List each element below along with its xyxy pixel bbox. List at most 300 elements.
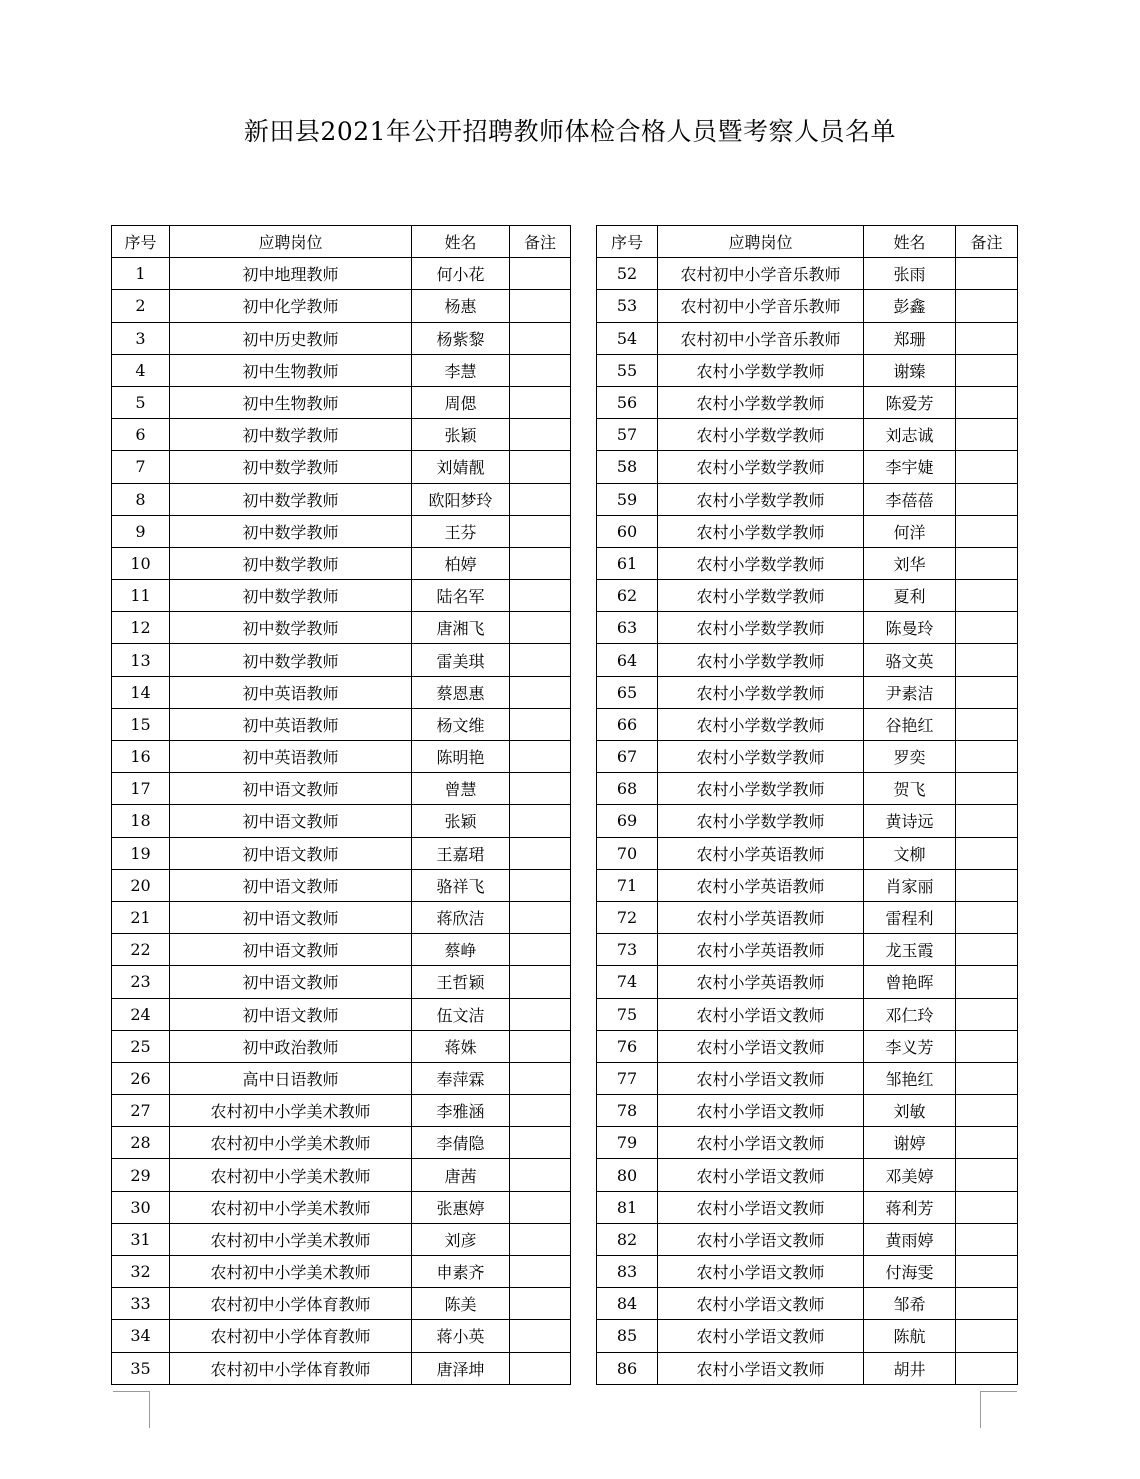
row-note [956, 644, 1018, 676]
row-position: 农村小学语文教师 [658, 1159, 864, 1191]
page-corner-mark [980, 1391, 1017, 1428]
row-position: 初中地理教师 [170, 258, 412, 290]
row-number: 68 [597, 773, 658, 805]
row-number: 60 [597, 515, 658, 547]
row-number: 20 [112, 869, 170, 901]
row-position: 农村初中小学美术教师 [170, 1191, 412, 1223]
table-row [597, 708, 1018, 740]
row-position: 农村小学英语教师 [658, 934, 864, 966]
column-header-name: 姓名 [864, 226, 956, 258]
table-row [112, 1095, 571, 1127]
row-number: 24 [112, 998, 170, 1030]
roster-table-right [596, 225, 1018, 1385]
table-row [112, 1030, 571, 1062]
row-position: 农村小学英语教师 [658, 966, 864, 998]
row-number: 13 [112, 644, 170, 676]
row-name: 蒋小英 [412, 1320, 510, 1352]
row-position: 初中数学教师 [170, 547, 412, 579]
table-row [112, 386, 571, 418]
row-note [956, 354, 1018, 386]
row-note [956, 451, 1018, 483]
table-row [112, 1256, 571, 1288]
row-name: 夏利 [864, 580, 956, 612]
row-name: 何洋 [864, 515, 956, 547]
table-row [597, 1223, 1018, 1255]
table-row [597, 580, 1018, 612]
row-note [510, 483, 571, 515]
row-number: 71 [597, 869, 658, 901]
row-position: 农村初中小学音乐教师 [658, 290, 864, 322]
row-name: 张雨 [864, 258, 956, 290]
row-name: 黄诗远 [864, 805, 956, 837]
row-number: 5 [112, 386, 170, 418]
row-position: 农村小学数学教师 [658, 354, 864, 386]
row-name: 邓仁玲 [864, 998, 956, 1030]
row-number: 75 [597, 998, 658, 1030]
row-note [510, 934, 571, 966]
row-position: 农村小学英语教师 [658, 837, 864, 869]
row-note [956, 805, 1018, 837]
row-position: 农村小学数学教师 [658, 419, 864, 451]
row-number: 17 [112, 773, 170, 805]
row-name: 谢婷 [864, 1127, 956, 1159]
table-row [597, 805, 1018, 837]
row-position: 农村初中小学美术教师 [170, 1223, 412, 1255]
row-note [510, 580, 571, 612]
table-row [597, 644, 1018, 676]
row-note [956, 419, 1018, 451]
row-number: 9 [112, 515, 170, 547]
row-number: 55 [597, 354, 658, 386]
row-note [956, 1062, 1018, 1094]
row-name: 刘志诚 [864, 419, 956, 451]
row-name: 何小花 [412, 258, 510, 290]
row-note [510, 741, 571, 773]
row-name: 刘彦 [412, 1223, 510, 1255]
row-note [956, 1223, 1018, 1255]
row-position: 农村初中小学美术教师 [170, 1256, 412, 1288]
row-number: 66 [597, 708, 658, 740]
row-name: 贺飞 [864, 773, 956, 805]
row-name: 蒋利芳 [864, 1191, 956, 1223]
row-position: 农村小学数学教师 [658, 644, 864, 676]
row-position: 农村小学语文教师 [658, 1127, 864, 1159]
table-row [597, 837, 1018, 869]
table-row [597, 354, 1018, 386]
row-number: 54 [597, 322, 658, 354]
row-number: 65 [597, 676, 658, 708]
row-number: 85 [597, 1320, 658, 1352]
row-number: 77 [597, 1062, 658, 1094]
row-name: 付海雯 [864, 1256, 956, 1288]
row-position: 农村小学语文教师 [658, 1030, 864, 1062]
row-number: 18 [112, 805, 170, 837]
row-name: 杨惠 [412, 290, 510, 322]
table-row [112, 354, 571, 386]
row-position: 农村初中小学美术教师 [170, 1127, 412, 1159]
row-number: 22 [112, 934, 170, 966]
row-number: 25 [112, 1030, 170, 1062]
row-name: 王哲颖 [412, 966, 510, 998]
table-body [112, 258, 571, 1385]
row-position: 初中语文教师 [170, 998, 412, 1030]
row-name: 郑珊 [864, 322, 956, 354]
row-name: 欧阳梦玲 [412, 483, 510, 515]
row-name: 邹希 [864, 1288, 956, 1320]
row-note [956, 676, 1018, 708]
row-number: 59 [597, 483, 658, 515]
table-row [597, 773, 1018, 805]
row-position: 初中数学教师 [170, 515, 412, 547]
row-name: 唐湘飞 [412, 612, 510, 644]
row-position: 初中生物教师 [170, 354, 412, 386]
table-body [597, 258, 1018, 1385]
table-row [112, 998, 571, 1030]
row-note [510, 547, 571, 579]
row-number: 86 [597, 1352, 658, 1384]
row-note [956, 1191, 1018, 1223]
row-note [510, 773, 571, 805]
row-position: 初中语文教师 [170, 869, 412, 901]
row-note [510, 869, 571, 901]
row-number: 23 [112, 966, 170, 998]
table-row [112, 1062, 571, 1094]
row-note [956, 1256, 1018, 1288]
row-note [956, 998, 1018, 1030]
row-number: 57 [597, 419, 658, 451]
row-name: 伍文洁 [412, 998, 510, 1030]
row-name: 曾艳晖 [864, 966, 956, 998]
row-note [510, 515, 571, 547]
row-note [956, 1159, 1018, 1191]
row-name: 邹艳红 [864, 1062, 956, 1094]
row-note [956, 934, 1018, 966]
header-row [112, 226, 571, 258]
row-note [956, 547, 1018, 579]
row-number: 64 [597, 644, 658, 676]
row-name: 周偲 [412, 386, 510, 418]
row-note [956, 741, 1018, 773]
row-note [956, 966, 1018, 998]
row-name: 蔡峥 [412, 934, 510, 966]
row-number: 80 [597, 1159, 658, 1191]
table-row [112, 1127, 571, 1159]
row-name: 柏婷 [412, 547, 510, 579]
row-number: 52 [597, 258, 658, 290]
column-header-post: 应聘岗位 [658, 226, 864, 258]
row-name: 申素齐 [412, 1256, 510, 1288]
table-row [112, 869, 571, 901]
row-number: 11 [112, 580, 170, 612]
row-name: 黄雨婷 [864, 1223, 956, 1255]
row-name: 谢臻 [864, 354, 956, 386]
row-note [956, 322, 1018, 354]
table-row [112, 322, 571, 354]
column-header-post: 应聘岗位 [170, 226, 412, 258]
column-header-name: 姓名 [412, 226, 510, 258]
row-note [510, 708, 571, 740]
row-number: 27 [112, 1095, 170, 1127]
row-note [956, 1352, 1018, 1384]
row-note [956, 580, 1018, 612]
row-position: 农村初中小学体育教师 [170, 1352, 412, 1384]
row-name: 罗奕 [864, 741, 956, 773]
row-position: 农村初中小学体育教师 [170, 1288, 412, 1320]
row-note [510, 805, 571, 837]
row-number: 53 [597, 290, 658, 322]
row-number: 69 [597, 805, 658, 837]
row-number: 74 [597, 966, 658, 998]
row-number: 15 [112, 708, 170, 740]
row-number: 33 [112, 1288, 170, 1320]
row-position: 初中数学教师 [170, 451, 412, 483]
row-note [956, 901, 1018, 933]
row-name: 刘华 [864, 547, 956, 579]
column-header-no: 序号 [597, 226, 658, 258]
row-note [510, 1127, 571, 1159]
table-row [112, 612, 571, 644]
table-row [597, 1127, 1018, 1159]
row-position: 农村小学语文教师 [658, 1191, 864, 1223]
table-row [112, 451, 571, 483]
row-number: 58 [597, 451, 658, 483]
row-name: 王芬 [412, 515, 510, 547]
row-name: 陈航 [864, 1320, 956, 1352]
row-position: 农村小学数学教师 [658, 451, 864, 483]
table-row [597, 322, 1018, 354]
table-row [597, 1030, 1018, 1062]
row-position: 初中语文教师 [170, 837, 412, 869]
row-position: 农村小学语文教师 [658, 1256, 864, 1288]
table-row [112, 515, 571, 547]
row-number: 14 [112, 676, 170, 708]
row-name: 骆祥飞 [412, 869, 510, 901]
row-number: 84 [597, 1288, 658, 1320]
row-number: 26 [112, 1062, 170, 1094]
row-position: 初中化学教师 [170, 290, 412, 322]
column-header-no: 序号 [112, 226, 170, 258]
table-row [112, 290, 571, 322]
table-row [112, 966, 571, 998]
table-row [112, 1159, 571, 1191]
row-number: 81 [597, 1191, 658, 1223]
row-position: 初中政治教师 [170, 1030, 412, 1062]
row-note [956, 773, 1018, 805]
row-note [956, 1030, 1018, 1062]
row-position: 农村小学数学教师 [658, 612, 864, 644]
row-note [510, 1095, 571, 1127]
row-position: 初中数学教师 [170, 419, 412, 451]
table-row [112, 741, 571, 773]
row-position: 农村小学语文教师 [658, 1223, 864, 1255]
table-row [597, 1062, 1018, 1094]
table-row [597, 1159, 1018, 1191]
row-note [956, 837, 1018, 869]
row-number: 21 [112, 901, 170, 933]
row-note [510, 451, 571, 483]
header-row [597, 226, 1018, 258]
row-position: 初中数学教师 [170, 580, 412, 612]
table-row [597, 419, 1018, 451]
table-row [597, 1095, 1018, 1127]
row-name: 蔡恩惠 [412, 676, 510, 708]
row-name: 李倩隐 [412, 1127, 510, 1159]
row-position: 初中语文教师 [170, 966, 412, 998]
row-note [510, 1256, 571, 1288]
table-row [112, 773, 571, 805]
row-note [956, 386, 1018, 418]
row-position: 农村小学语文教师 [658, 1062, 864, 1094]
table-row [112, 1352, 571, 1384]
row-position: 农村小学数学教师 [658, 483, 864, 515]
row-name: 李雅涵 [412, 1095, 510, 1127]
table-row [597, 515, 1018, 547]
row-position: 农村小学英语教师 [658, 869, 864, 901]
row-name: 唐泽坤 [412, 1352, 510, 1384]
row-number: 35 [112, 1352, 170, 1384]
table-row [597, 869, 1018, 901]
table-row [597, 934, 1018, 966]
row-position: 农村初中小学音乐教师 [658, 258, 864, 290]
row-number: 76 [597, 1030, 658, 1062]
row-number: 19 [112, 837, 170, 869]
row-note [956, 258, 1018, 290]
row-position: 初中语文教师 [170, 773, 412, 805]
table-row [597, 998, 1018, 1030]
row-note [510, 322, 571, 354]
row-name: 曾慧 [412, 773, 510, 805]
row-position: 初中英语教师 [170, 708, 412, 740]
row-name: 张惠婷 [412, 1191, 510, 1223]
row-number: 29 [112, 1159, 170, 1191]
row-note [510, 644, 571, 676]
table-row [112, 419, 571, 451]
column-header-note: 备注 [510, 226, 571, 258]
table-row [112, 644, 571, 676]
table-row [597, 451, 1018, 483]
row-note [956, 1127, 1018, 1159]
row-note [510, 612, 571, 644]
table-row [112, 258, 571, 290]
row-name: 王嘉珺 [412, 837, 510, 869]
row-note [510, 1352, 571, 1384]
row-name: 刘婧靓 [412, 451, 510, 483]
row-name: 文柳 [864, 837, 956, 869]
row-name: 骆文英 [864, 644, 956, 676]
row-number: 6 [112, 419, 170, 451]
table-row [597, 290, 1018, 322]
row-name: 唐茜 [412, 1159, 510, 1191]
row-position: 初中英语教师 [170, 741, 412, 773]
row-name: 雷美琪 [412, 644, 510, 676]
row-number: 72 [597, 901, 658, 933]
row-number: 2 [112, 290, 170, 322]
row-position: 农村初中小学体育教师 [170, 1320, 412, 1352]
table-row [112, 708, 571, 740]
row-position: 农村小学语文教师 [658, 1320, 864, 1352]
row-number: 8 [112, 483, 170, 515]
table-row [112, 547, 571, 579]
row-position: 农村小学语文教师 [658, 998, 864, 1030]
row-number: 31 [112, 1223, 170, 1255]
row-number: 30 [112, 1191, 170, 1223]
row-name: 陈美 [412, 1288, 510, 1320]
row-name: 李宇婕 [864, 451, 956, 483]
row-name: 谷艳红 [864, 708, 956, 740]
row-name: 刘敏 [864, 1095, 956, 1127]
row-position: 农村小学数学教师 [658, 515, 864, 547]
table-row [112, 1223, 571, 1255]
row-name: 陆名军 [412, 580, 510, 612]
row-position: 初中语文教师 [170, 934, 412, 966]
table-row [112, 1320, 571, 1352]
table-row [112, 676, 571, 708]
row-note [510, 258, 571, 290]
row-name: 李义芳 [864, 1030, 956, 1062]
row-number: 61 [597, 547, 658, 579]
row-position: 农村小学数学教师 [658, 580, 864, 612]
row-name: 肖家丽 [864, 869, 956, 901]
row-position: 农村小学数学教师 [658, 805, 864, 837]
row-number: 12 [112, 612, 170, 644]
row-note [510, 1288, 571, 1320]
row-name: 雷程利 [864, 901, 956, 933]
row-position: 农村小学语文教师 [658, 1288, 864, 1320]
row-name: 陈曼玲 [864, 612, 956, 644]
row-note [510, 901, 571, 933]
table-row [597, 386, 1018, 418]
row-position: 初中数学教师 [170, 644, 412, 676]
row-number: 32 [112, 1256, 170, 1288]
table-row [112, 1288, 571, 1320]
row-note [510, 1223, 571, 1255]
row-position: 农村初中小学音乐教师 [658, 322, 864, 354]
row-position: 农村小学数学教师 [658, 547, 864, 579]
row-number: 10 [112, 547, 170, 579]
table-row [597, 966, 1018, 998]
row-number: 1 [112, 258, 170, 290]
row-note [956, 869, 1018, 901]
row-note [510, 290, 571, 322]
row-name: 龙玉霞 [864, 934, 956, 966]
row-note [956, 1288, 1018, 1320]
row-name: 彭鑫 [864, 290, 956, 322]
row-note [956, 483, 1018, 515]
table-row [597, 1352, 1018, 1384]
row-position: 农村小学数学教师 [658, 386, 864, 418]
table-row [597, 483, 1018, 515]
row-note [510, 1191, 571, 1223]
row-number: 82 [597, 1223, 658, 1255]
row-note [510, 386, 571, 418]
column-header-note: 备注 [956, 226, 1018, 258]
row-note [510, 837, 571, 869]
row-note [510, 1062, 571, 1094]
row-position: 农村小学英语教师 [658, 901, 864, 933]
row-number: 28 [112, 1127, 170, 1159]
row-position: 农村小学数学教师 [658, 741, 864, 773]
row-name: 李蓓蓓 [864, 483, 956, 515]
row-note [510, 354, 571, 386]
table-row [112, 901, 571, 933]
page-title: 新田县2021年公开招聘教师体检合格人员暨考察人员名单 [243, 117, 897, 146]
row-name: 蒋姝 [412, 1030, 510, 1062]
row-name: 胡井 [864, 1352, 956, 1384]
table-row [112, 580, 571, 612]
row-position: 农村初中小学美术教师 [170, 1095, 412, 1127]
row-note [510, 966, 571, 998]
table-row [597, 547, 1018, 579]
